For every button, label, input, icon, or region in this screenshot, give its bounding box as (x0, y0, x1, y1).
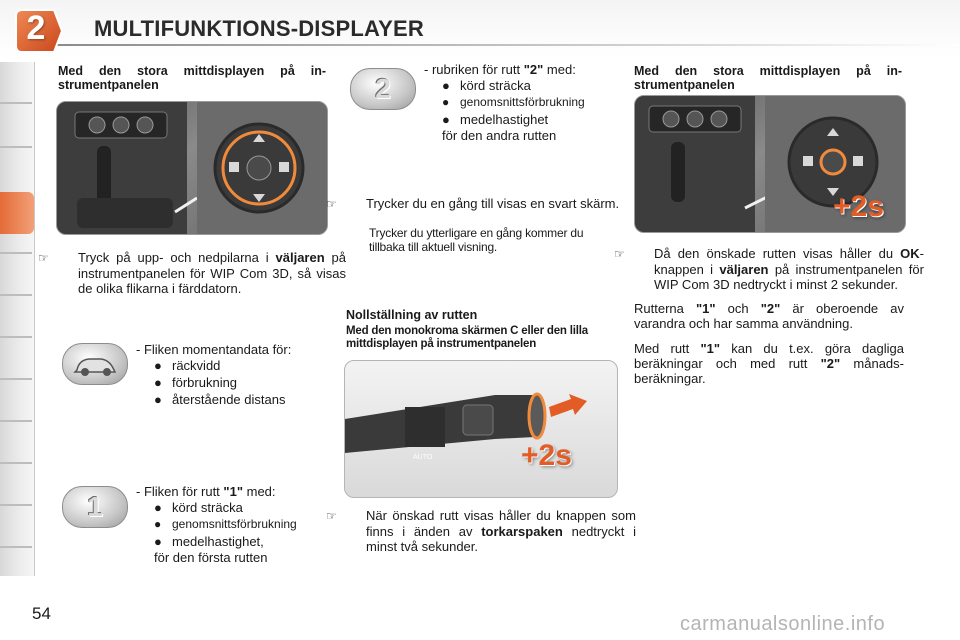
tab-trip2-list (442, 77, 585, 128)
reset-subheading: Med den monokroma skärmen C eller den lilla mittdisplayen på instrumentpanelen (346, 325, 588, 350)
chapter-tab[interactable] (0, 378, 32, 380)
list-item: ● medelhastighet, (154, 534, 264, 549)
hand-pointer-icon: ☞ (326, 197, 337, 211)
lever-auto-label: AUTO (413, 454, 433, 461)
tab-trip1-list (154, 499, 297, 550)
press-once-text: ☞ Trycker du en gång till visas en svart skärm. (326, 196, 620, 211)
list-item: ● körd sträcka (154, 500, 243, 515)
badge-2s-lever: +2s (521, 439, 572, 472)
page-number: 54 (32, 604, 51, 623)
reset-heading: Nollställning av rutten (346, 308, 478, 322)
right-instruction: ☞ Då den önskade rutten visas håller du OK-knappen i väljaren på instrumentpanelen för WIP Com 3D nedtryckt i minst 2 sekunder. (614, 246, 924, 292)
chapter-tab[interactable] (0, 462, 32, 464)
chapter-tab[interactable] (0, 504, 32, 506)
list-item: ● körd sträcka (442, 78, 531, 93)
trip-2-icon: 2 (350, 68, 416, 110)
left-instruction: ☞ Tryck på upp- och nedpilarna i väljaren på instrumentpanelen för WIP Com 3D, så visas de olika flikarna i färddatorn. (38, 250, 347, 296)
right-heading: Med den stora mittdisplayen på in-strumentpanelen (634, 64, 902, 92)
car-icon (62, 343, 128, 385)
press-again-text: Trycker du ytterligare en gång kommer du tillbaka till aktuell visning. (369, 226, 584, 254)
tab-trip1-footer: för den första rutten (154, 550, 268, 565)
wiper-stalk-illustration (344, 360, 618, 498)
footer-watermark: carmanualsonline.info (680, 613, 886, 635)
routes-usage-text: Med rutt "1" kan du t.ex. göra dagliga beräkningar och med rutt "2" månads-beräkningar. (634, 341, 904, 386)
chapter-tab-active[interactable] (0, 192, 34, 234)
list-item: ● genomsnittsförbrukning (442, 95, 585, 109)
chapter-tab[interactable] (0, 146, 32, 148)
chapter-tab[interactable] (0, 420, 32, 422)
hand-pointer-icon: ☞ (38, 251, 49, 265)
dashboard-selector-photo (56, 101, 328, 235)
chapter-tab[interactable] (0, 294, 32, 296)
dashboard-ok-photo (634, 95, 906, 233)
left-heading: Med den stora mittdisplayen på in-strumentpanelen (58, 64, 326, 92)
tab-trip2-footer: för den andra rutten (442, 128, 557, 143)
chapter-tab[interactable] (0, 546, 32, 548)
hand-pointer-icon: ☞ (614, 247, 625, 261)
chapter-tab-bar (0, 62, 35, 576)
chapter-number: 2 (26, 9, 46, 47)
tab-moment-list (154, 357, 285, 408)
header-rule (46, 44, 960, 46)
tab-trip2-intro: - rubriken för rutt "2" med: (424, 62, 576, 77)
list-item: ● återstående distans (154, 392, 286, 407)
list-item: ● medelhastighet (442, 112, 549, 127)
routes-independent-text: Rutterna "1" och "2" är oberoende av varandra och har samma användning. (634, 301, 904, 331)
tab-trip1-intro: - Fliken för rutt "1" med: (136, 484, 276, 499)
page-title: MULTIFUNKTIONS-DISPLAYER (94, 16, 424, 41)
trip-1-icon: 1 (62, 486, 128, 528)
list-item: ● förbrukning (154, 375, 238, 390)
chapter-tab[interactable] (0, 336, 32, 338)
hand-pointer-icon: ☞ (326, 509, 337, 523)
chapter-tab[interactable] (0, 252, 32, 254)
chapter-tab[interactable] (0, 102, 32, 104)
badge-2s-ok: +2s (833, 190, 884, 223)
list-item: ● räckvidd (154, 358, 221, 373)
tab-moment-intro: - Fliken momentandata för: (136, 342, 292, 357)
list-item: ● genomsnittsförbrukning (154, 517, 297, 531)
reset-instruction: ☞ När önskad rutt visas håller du knappen som finns i änden av torkarspaken nedtryckt i minst två sekunder. (326, 508, 636, 554)
